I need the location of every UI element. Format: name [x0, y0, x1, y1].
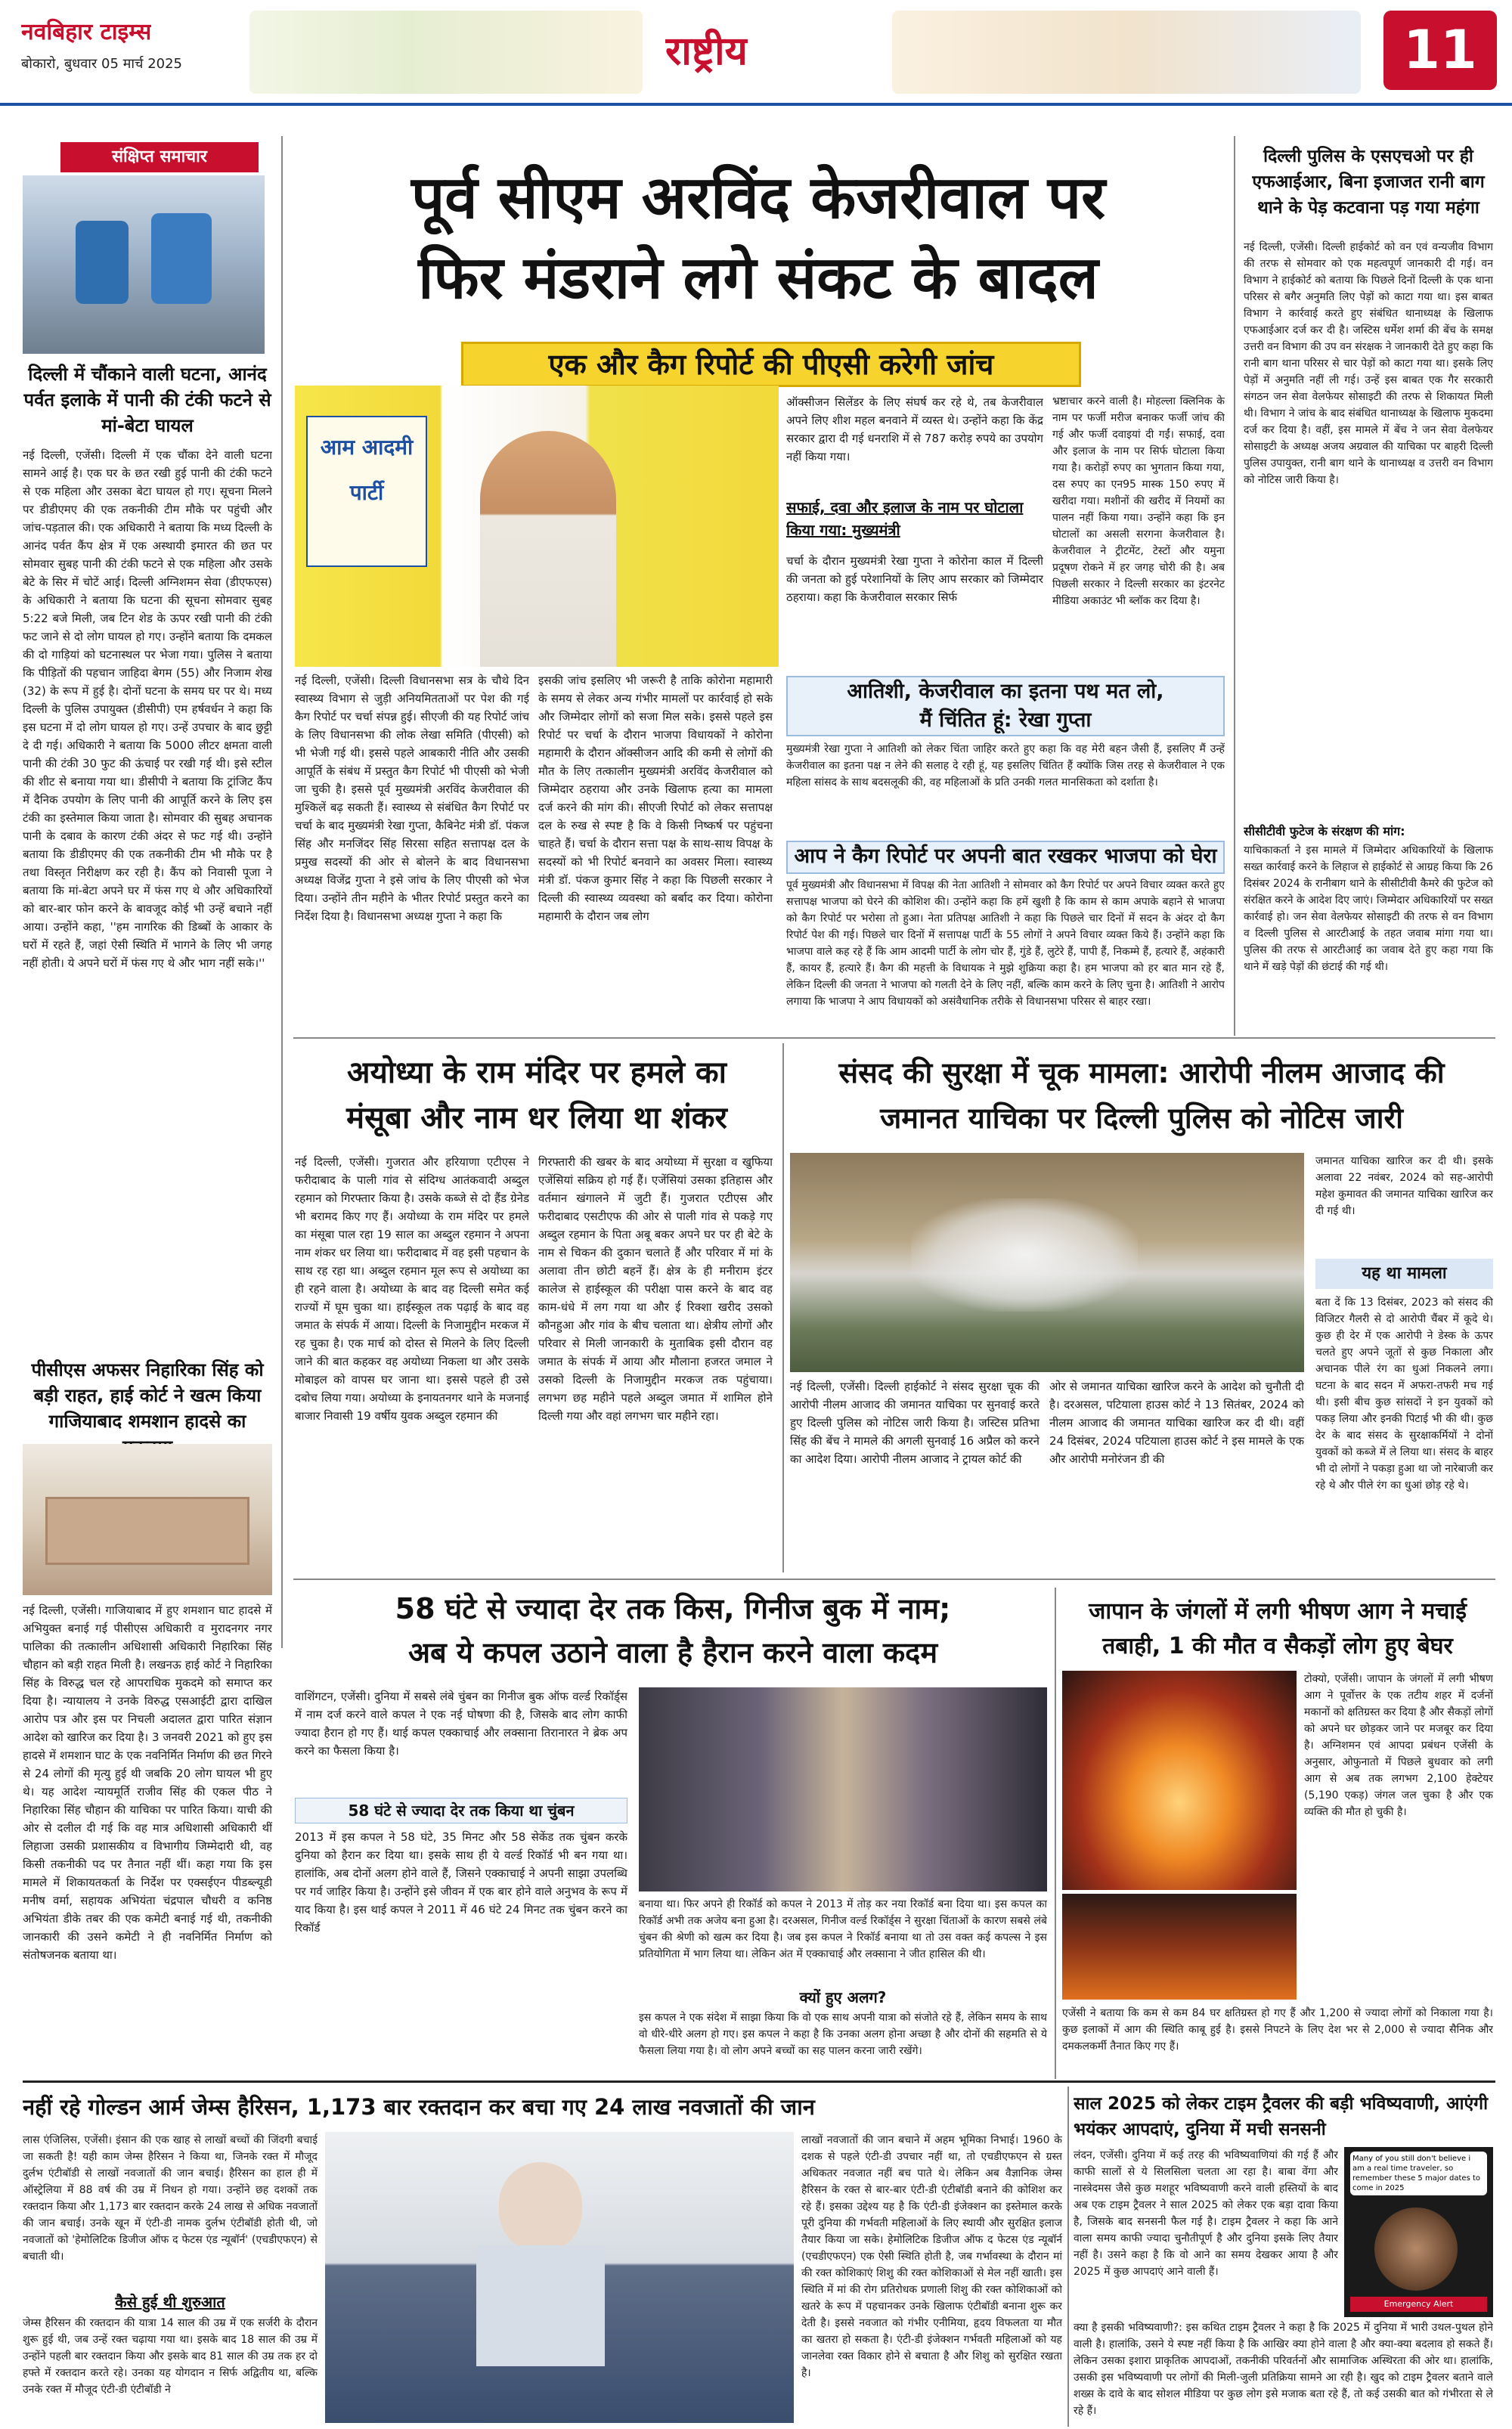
- person-figure: [499, 2162, 582, 2253]
- harrison-column-1b: जेम्स हैरिसन की रक्तदान की यात्रा 14 साल की उम्र में एक सर्जरी के दौरान शुरू हुई थी, जब उन्हें रक्त चढ़ाया गया था। इसके बाद 18 साल की उम्र में उन्होंने पहली बार रक्तदान किया और इसके बाद 81 साल की उम्र तक हर दो हफ्ते में रक्तदान करते रहे। उनका यह योगदान न सिर्फ अद्वितीय था, बल्कि उनके रक्त में मौजूद एंटी-डी एंटीबॉडी ने: [23, 2317, 318, 2396]
- shirt-shape: [476, 2245, 605, 2366]
- sansad-background-tag: यह था मामला: [1315, 1259, 1493, 1289]
- masthead-art-left: [249, 11, 643, 94]
- section-rule: [293, 1579, 1495, 1580]
- section-rule: [293, 1037, 1495, 1039]
- right-story-subhead: सीसीटीवी फुटेज के संरक्षण की मांग:: [1244, 824, 1405, 838]
- lead-column-1: नई दिल्ली, एजेंसी। दिल्ली विधानसभा सत्र के चौथे दिन स्वास्थ्य विभाग से जुड़ी अनियमितताओं पर पेश की गई कैग रिपोर्ट पर चर्चा संपन्न हुई। सीएजी की यह रिपोर्ट जांच के लिए विधानसभा की लोक लेखा समिति (पीएसी) को भी भेजी गई थी। इससे पहले आबकारी नीति और उसकी आपूर्ति के संबंध में प्रस्तुत कैग रिपोर्ट भी पीएसी को भेजी जा चुकी है। इससे पूर्व मुख्यमंत्री अरविंद केजरीवाल की मुश्किलें बढ़ सकती हैं। स्वास्थ्य से संबंधित कैग रिपोर्ट पर चर्चा के बाद मुख्यमंत्री रेखा गुप्ता, कैबिनेट मंत्री डॉ. पंकज सिंह और मनजिंदर सिंह सिरसा सहित सत्तापक्ष दल के प्रमुख सदस्यों की ओर से बोलने के बाद विधानसभा अध्यक्ष विजेंद्र गुप्ता ने इसे जांच के लिए पीएसी को भेज दिया। उन्होंने तीन महीने के भीतर रिपोर्ट प्रस्तुत करने का निर्देश दिया है। विधानसभा अध्यक्ष गुप्ता ने कहा कि: [295, 674, 529, 923]
- japan-column-1: टोक्यो, एजेंसी। जापान के जंगलों में लगी भीषण आग ने पूर्वोत्तर के एक तटीय शहर में दर्जनों मकानों को क्षतिग्रस्त कर दिया है और सैकड़ों लोगों को अपने घर छोड़कर जाने पर मजबूर कर दिया है। अग्निशमन एवं आपदा प्रबंधन एजेंसी के अनुसार, ओफुनातो में पिछले बुधवार को लगी आग से अब तक लगभग 2,100 हेक्टेयर (5,190 एकड़) जंगल जल चुका है और एक व्यक्ति की मौत हो चुकी है।: [1304, 1673, 1493, 1818]
- right-story-headline: दिल्ली पुलिस के एसएचओ पर ही एफआईआर, बिना इजाजत रानी बाग थाने के पेड़ कटवाना पड़ गया महंगा: [1252, 147, 1485, 218]
- left-story-2-headline: पीसीएस अफसर निहारिका सिंह को बड़ी राहत, हाई कोर्ट ने खत्म किया गाजियाबाद शमशान हादसे का: [31, 1359, 264, 1432]
- person-figure: [480, 431, 616, 667]
- sansad-column-3: जमानत याचिका खारिज कर दी थी। इसके अलावा 22 नवंबर, 2024 को सह-आरोपी महेश कुमावत की जमानत याचिका खारिज कर दी गई थी।: [1315, 1155, 1493, 1217]
- guinness-body: 2013 में इस कपल ने 58 घंटे, 35 मिनट और 58 सेकेंड तक चुंबन करके दुनिया को हैरान कर दिया था। इसके साथ ही ये वर्ल्ड रिकॉर्ड भी बन गया था। हालांकि, अब दोनों अलग होने वाले हैं, जिसने एक्काचाई ने अपनी साझा उपलब्धि पर गर्व जाहिर किया है। उन्होंने इसे जीवन में एक बार होने वाले अनुभव के रूप में याद किया है। इस थाई कपल ने 2011 में 46 घंटे 24 मिनट तक चुंबन करने का रिकॉर्ड: [295, 1830, 627, 1935]
- column-rule: [782, 1043, 784, 1572]
- section-rule: [23, 2080, 1495, 2083]
- timetraveller-column-1b: क्या है इसकी भविष्यवाणी?: इस कथित टाइम ट्रैवलर ने कहा है कि 2025 में दुनिया में भारी उथल-पुथल होने वाली है। हालांकि, उसने ये स्पष्ट नहीं किया है कि आखिर क्या होने वाला है और क्या-क्या बदलाव हो सकते हैं। लेकिन उसका इशारा प्राकृतिक आपदाओं, तकनीकी परिवर्तनों और सामाजिक अस्थिरता की ओर था। हालांकि, उसकी इस भविष्यवाणी पर लोगों की मिली-जुली प्रतिक्रिया सामने आ रही है। खुद को टाइम ट्रैवलर बताने वाले शख्स के दावे के बाद सोशल मीडिया पर कुछ लोग इसे मजाक बता रहे हैं, तो कई उसकी बात को गंभीरता से ले रहे हैं।: [1074, 2322, 1493, 2417]
- japan-headline-2: तबाही, 1 की मौत व सैकड़ों लोग हुए बेघर: [1102, 1633, 1453, 1659]
- lead-subheadline-ribbon: एक और कैग रिपोर्ट की पीएसी करेगी जांच: [461, 342, 1081, 387]
- ayodhya-headline-1: अयोध्या के राम मंदिर पर हमले का: [347, 1055, 727, 1090]
- guinness-subhead: 58 घंटे से ज्यादा देर तक किया था चुंबन: [295, 1798, 627, 1823]
- blood-donation-photo: [325, 2132, 794, 2423]
- smoke-cloud: [911, 1198, 1138, 1312]
- lead-column-3: ऑक्सीजन सिलेंडर के लिए संघर्ष कर रहे थे, तब केजरीवाल अपने लिए शीश महल बनवाने में व्यस्त थे। उन्होंने कहा कि केंद्र सरकार द्वारा दी गई धनराशि में से 787 करोड़ रुपये का उपयोग नहीं किया गया।: [786, 395, 1043, 463]
- water-tank-photo: [23, 175, 265, 354]
- section-title: राष्ट्रीय: [665, 29, 748, 74]
- guinness-intro: वाशिंगटन, एजेंसी। दुनिया में सबसे लंबे चुंबन का गिनीज बुक ऑफ वर्ल्ड रिकॉर्ड्स में नाम दर्ज करने वाले कपल ने एक नई घोषणा की है, जिसके बाद लोग काफी ज्यादा हैरान हो गए हैं। थाई कपल एक्काचाई और लक्साना तिरानारत ने ब्रेक अप करने का फैसला किया है।: [295, 1690, 627, 1758]
- masthead: [0, 0, 1512, 106]
- inset-caption: Many of you still don't believe i am a real time traveler, so remember these 5 major dates to come in 2025: [1350, 2152, 1487, 2195]
- brief-news-label: संक्षिप्त समाचार: [60, 142, 259, 172]
- ayodhya-headline-2: मंसूबा और नाम धर लिया था शंकर: [346, 1101, 727, 1135]
- sansad-background-body: बता दें कि 13 दिसंबर, 2023 को संसद की विजिटर गैलरी से दो आरोपी चैंबर में कूदे थे। कुछ ही देर में एक आरोपी ने डेस्क के ऊपर चलते हुए अपने जूतों से कुछ निकाला और अचानक पीले रंग का धुआं निकलने लगा। घटना के बाद सदन में अफरा-तफरी मच गई थी। इसी बीच कुछ सांसदों ने इन युवकों को पकड़ लिया और इनकी पिटाई भी की थी। कुछ देर के बाद संसद के सुरक्षाकर्मियों ने दोनों युवकों को कब्जे में ले लिया था। संसद के बाहर भी दो लोगों ने पकड़ा हुआ था जो नारेबाजी कर रहे थे और पीले रंग का धुआं छोड़ रहे थे।: [1315, 1297, 1493, 1492]
- court-building-photo: [23, 1444, 272, 1595]
- parliament-smoke-photo: [790, 1153, 1304, 1372]
- forest-fire-photo-2: [1062, 1894, 1297, 2000]
- column-rule: [1234, 136, 1235, 1036]
- left-story-1-headline: दिल्ली में चौंकाने वाली घटना, आनंद पर्वत इलाके में पानी की टंकी फटने से मां-बेटा घायल: [23, 364, 271, 436]
- atishi-box: [786, 676, 1225, 736]
- lead-column-4: भ्रष्टाचार करने वाली है। मोहल्ला क्लिनिक के नाम पर फर्जी मरीज बनाकर फर्जी जांच की गई और फर्जी दवाइयां दी गईं। सफाई, दवा और इलाज के नाम पर सिर्फ घोटाला किया गया है। करोड़ों रुपए का भुगतान किया गया, दस रुपए का एन95 मास्क 150 रुपए में खरीदा गया। मशीनों की खरीद में नियमों का पालन नहीं किया गया। उन्होंने कहा कि इन घोटालों का असली सरगना केजरीवाल है। केजरीवाल ने ट्रीटमेंट, टेस्टों और यमुना प्रदूषण रोकने में हर जगह चोरी की है। अब पिछली सरकार ने दिल्ली सरकार का इंटरनेट मीडिया अकाउंट भी ब्लॉक कर दिया है।: [1052, 395, 1225, 607]
- lead-column-3b: चर्चा के दौरान मुख्यमंत्री रेखा गुप्ता ने कोरोना काल में दिल्ली की जनता को हुई परेशानियों के लिए आप सरकार को जिम्मेदार ठहराया। कहा कि केजरीवाल सरकार सिर्फ: [786, 554, 1043, 604]
- aap-box-title: आप ने कैग रिपोर्ट पर अपनी बात रखकर भाजपा को घेरा: [786, 841, 1225, 874]
- sansad-column-1: नई दिल्ली, एजेंसी। दिल्ली हाईकोर्ट ने संसद सुरक्षा चूक की आरोपी नीलम आजाद की जमानत याचिका पर सुनवाई करते हुए दिल्ली पुलिस को नोटिस जारी किया है। जस्टिस प्रतिभा सिंह की बेंच ने मामले की अगली सुनवाई 16 अप्रैल को करने का आदेश दिया। आरोपी नीलम आजाद ने ट्रायल कोर्ट की: [790, 1380, 1040, 1466]
- time-traveller-video-inset: [1344, 2147, 1493, 2317]
- right-story-body-2: याचिकाकर्ता ने इस मामले में जिम्मेदार अधिकारियों के खिलाफ सख्त कार्रवाई करने के लिहाज से हाईकोर्ट से आग्रह किया कि 26 दिसंबर 2024 के रानीबाग थाने के सीसीटीवी कैमरे की फुटेज को संरक्षित करने के आदेश दिए जाएं। जिम्मेदार अधिकारियों पर सख्त कार्रवाई हो। जन सेवा वेलफेयर सोसाइटी की तरफ से वन विभाग व दिल्ली पुलिस से आरटीआई के तहत जवाब मांगा गया था। पुलिस की तरफ से आरटीआई का जवाब देते हुए कहा गया कि थाने में खड़े पेड़ों की छंटाई की गई थी।: [1244, 844, 1493, 973]
- inset-person: [1374, 2207, 1458, 2291]
- guinness-column-2b: इस कपल ने एक संदेश में साझा किया कि वो एक साथ अपनी यात्रा को संजोते रहे हैं, लेकिन समय के साथ वो धीरे-धीरे अलग हो गए। इस कपल ने कहा है कि उनका अलग होना अच्छा है और दोनों की सहमति से ये फैसला लिया गया है। वो लोग अपने बच्चों का सह पालन करना जारी रखेंगे।: [639, 2012, 1047, 2057]
- timetraveller-column-1: लंदन, एजेंसी। दुनिया में कई तरह की भविष्यवाणियां की गई हैं और काफी सालों से ये सिलसिला चलता आ रहा है। बाबा वेंगा और नास्त्रेदमस जैसे कुछ मशहूर भविष्यवाणी करने वाली हस्तियों के बाद अब एक टाइम ट्रैवलर ने साल 2025 को लेकर एक बड़ा दावा किया है, जिसके बाद सनसनी फैल गई है। टाइम ट्रैवलर ने कहा कि आने वाला समय काफी ज्यादा चुनौतीपूर्ण है और दुनिया इसके लिए तैयार नहीं है। उसने कहा है कि वो आने का समय देखकर आया है और 2025 में कुछ आपदाएं आने वाली हैं।: [1074, 2149, 1338, 2278]
- guinness-headline-1: 58 घंटे से ज्यादा देर तक किस, गिनीज बुक में नाम;: [395, 1592, 951, 1625]
- guinness-subhead-2: क्यों हुए अलग?: [799, 1988, 887, 2006]
- sansad-column-2: ओर से जमानत याचिका खारिज करने के आदेश को चुनौती दी है। दरअसल, पटियाला हाउस कोर्ट ने 13 सितंबर, 2024 को नीलम आजाद की जमानत याचिका खारिज कर दी थी। वहीं 24 दिसंबर, 2024 पटियाला हाउस कोर्ट ने इस मामले के एक और आरोपी मनोरंजन डी की: [1049, 1380, 1304, 1466]
- aap-banner: आम आदमी पार्टी: [306, 416, 427, 567]
- lead-headline-line-1: पूर्व सीएम अरविंद केजरीवाल पर: [411, 164, 1106, 232]
- forest-fire-photo: [1062, 1671, 1297, 1890]
- ayodhya-column-2: गिरफ्तारी की खबर के बाद अयोध्या में सुरक्षा व खुफिया एजेंसियां सक्रिय हो गई हैं। एजेंसियां उसका इतिहास और वर्तमान खंगालने में जुटी हैं। गुजरात एटीएस और फरीदाबाद एसटीएफ की ओर से पाली गांव से पकड़े गए अब्दुल रहमान के पिता अबू बकर अपने घर पर ही बेटे के नाम से चिकन की दुकान चलाते हैं और परिवार में मां के अलावा तीन छोटी बहनें हैं। क्षेत्र के ही मनीराम इंटर कालेज से हाईस्कूल की परीक्षा पास करने के बाद वह काम-धंधे में लग गया था और ई रिक्शा खरीद उसको कौनहुआ और गांव के बीच चलाता था। क्षेत्रीय लोगों और परिवार से मिली जानकारी के मुताबिक इसी दौरान वह जमात के संपर्क में आया और मौलाना हजरत जमाल ने उसको दिल्ली के निजामुद्दीन मरकज तक पहुंचाया। लगभग छह महीने पहले अब्दुल जमात में शामिल होने दिल्ली गया और वहां लगभग चार महीने रहा।: [538, 1155, 773, 1423]
- inset-alert-bar: Emergency Alert: [1350, 2297, 1487, 2312]
- atishi-box-body: मुख्यमंत्री रेखा गुप्ता ने आतिशी को लेकर चिंता जाहिर करते हुए कहा कि वह मेरी बहन जैसी हैं, इसलिए मैं उन्हें केजरीवाल का इतना पक्ष न लेने की सलाह दे रही हूं, यह इसलिए चिंतित हैं क्योंकि जिस तरह से केजरीवाल ने एक महिला सांसद के साथ बदसलूकी की, वह महिलाओं के प्रति उनकी गलत मानसिकता को दर्शाता है।: [786, 743, 1225, 788]
- harrison-column-1: लास एंजिलिस, एजेंसी। इंसान की एक खाह से लाखों बच्चों की जिंदगी बचाई जा सकती है! यही काम जेम्स हैरिसन ने किया था, जिनके रक्त में मौजूद दुर्लभ एंटीबॉडी से लाखों नवजातों की जान बचाई। हैरिसन का हाल ही में ऑस्ट्रेलिया में 88 वर्ष की उम्र में निधन हो गया। उन्होंने छह दशकों तक रक्तदान किया और 1,173 बार रक्तदान करके 24 लाख से अधिक नवजातों की जान बचाई। उनके खून में एंटी-डी नामक दुर्लभ एंटीबॉडी होती थी, जो नवजातों को 'हेमोलिटिक डिजीज ऑफ द फेटस एंड न्यूबॉर्न' (एचडीएफएन) से बचाती थी।: [23, 2134, 318, 2263]
- kissing-couple-photo: [639, 1687, 1047, 1891]
- page-number: 11: [1383, 11, 1497, 90]
- kejriwal-photo: [295, 386, 779, 667]
- masthead-art-right: [892, 11, 1361, 94]
- timetraveller-headline: साल 2025 को लेकर टाइम ट्रैवलर की बड़ी भविष्यवाणी, आएंगी भयंकर आपदाएं, दुनिया में मची सनसनी: [1074, 2094, 1489, 2139]
- aap-box-body: पूर्व मुख्यमंत्री और विधानसभा में विपक्ष की नेता आतिशी ने सोमवार को कैग रिपोर्ट पर अपने विचार व्यक्त करते हुए सत्तापक्ष भाजपा को घेरने की कोशिश की। उन्होंने कहा कि हमें खुशी है कि काम से काम अपाके बहाने से भाजपा को कैग रिपोर्ट पर भरोसा तो हुआ। नेता प्रतिपक्ष आतिशी ने कहा कि पिछले चार दिनों में सदन के अंदर दो कैग रिपोर्ट पेश की गई। पिछले चार दिनों में सत्तापक्ष पार्टी के 55 लोगों ने अपने विचार व्यक्त किये हैं। उन्होंने कहा कि भाजपा वाले कह रहे हैं कि आम आदमी पार्टी के लोग चोर हैं, गुंडे हैं, लुटेरे हैं, पापी हैं, निकम्मे हैं, हत्यारे हैं, अहंकारी हैं, कायर हैं, हत्यारे हैं। कैग की महत्ती के विधायक ने मुझे शुक्रिया कहा है। हम भाजपा को हर बात मान रहे हैं, लेकिन दिल्ली की जनता ने भाजपा को गलती देने के लिए नहीं, बल्कि काम करने के लिए चुना है। आतिशी ने आरोप लगाया कि भाजपा ने आप विधायकों को असंवैधानिक तरीके से विधानसभा परिसर से बाहर रखा।: [786, 879, 1225, 1008]
- lead-headline-line-2: फिर मंडराने लगे संकट के बादल: [418, 244, 1098, 312]
- ayodhya-column-1: नई दिल्ली, एजेंसी। गुजरात और हरियाणा एटीएस ने फरीदाबाद के पाली गांव से संदिग्ध आतंकवादी अब्दुल रहमान को गिरफ्तार किया है। उसके कब्जे से दो हैंड ग्रेनेड भी बरामद किए गए हैं। अयोध्या के राम मंदिर पर हमले का मंसूबा पाल रहा 19 साल का अब्दुल रहमान ने अपना नाम शंकर धर लिया था। फरीदाबाद में वह इसी पहचान के साथ रह रहा था। अब्दुल रहमान मूल रूप से अयोध्या का ही रहने वाला है। अयोध्या के बाद वह दिल्ली समेत कई राज्यों में घूम चुका था। हाईस्कूल तक पढ़ाई के बाद वह जमात के संपर्क में आया। दिल्ली के निजामुद्दीन मरकज में रह चुका है। एक मार्च को दोस्त से मिलने के लिए दिल्ली जाने की बात कहकर वह अयोध्या निकला था और उसके मोबाइल को वापस घर जाना था। इससे पहले ही उसे दबोच लिया गया। अयोध्या के इनायतनगर थाने के मजनाई बाजार निवासी 19 वर्षीय युवक अब्दुल रहमान की: [295, 1155, 529, 1423]
- column-rule: [1067, 2087, 1069, 2427]
- sansad-headline-2: जमानत याचिका पर दिल्ली पुलिस को नोटिस जारी: [880, 1101, 1403, 1135]
- harrison-column-2: लाखों नवजातों की जान बचाने में अहम भूमिका निभाई। 1960 के दशक से पहले एंटी-डी उपचार नहीं था, तो एचडीएफएन से ग्रस्त अधिकतर नवजात नहीं बच पाते थे। लेकिन अब वैज्ञानिक जेम्स हैरिसन के रक्त से बार-बार एंटी-डी एंटीबॉडी बनाने की कोशिश कर रहे हैं। इसका उद्देश्य यह है कि एंटी-डी इंजेक्शन का इस्तेमाल करके पूरी दुनिया की गर्भवती महिलाओं के लिए स्थायी और सुरक्षित इलाज तैयार किया जा सके। हेमोलिटिक डिजीज ऑफ द फेटस एंड न्यूबॉर्न (एचडीएफएन) एक ऐसी स्थिति होती है, जब गर्भावस्था के दौरान मां की रक्त कोशिकाएं शिशु की रक्त कोशिकाओं से मेल नहीं खाती। इस स्थिति में मां की रोग प्रतिरोधक प्रणाली शिशु की रक्त कोशिकाओं को खतरे के रूप में पहचानकर उनके खिलाफ एंटीबॉडी बनाना शुरू कर देती है। इससे नवजात को गंभीर एनीमिया, हृदय विफलता या मौत का खतरा हो सकता है। एंटी-डी इंजेक्शन गर्भवती महिलाओं को यह जानलेवा रक्त विकार होने से बचाता है और शिशु को सुरक्षित रखता है।: [801, 2134, 1062, 2379]
- column-rule: [281, 136, 283, 1648]
- harrison-subhead: कैसे हुई थी शुरुआत: [115, 2293, 225, 2311]
- dateline: बोकारो, बुधवार 05 मार्च 2025: [21, 56, 183, 72]
- lead-subhead-3: सफाई, दवा और इलाज के नाम पर घोटाला किया गया: मुख्यमंत्री: [786, 498, 1024, 539]
- guinness-column-2: बनाया था। फिर अपने ही रिकॉर्ड को कपल ने 2013 में तोड़ कर नया रिकॉर्ड बना दिया था। इस कपल का रिकॉर्ड अभी तक अजेय बना हुआ है। दरअसल, गिनीज वर्ल्ड रिकॉर्ड्स ने सुरक्षा चिंताओं के कारण सबसे लंबे चुंबन की श्रेणी को खत्म कर दिया है। जब इस कपल ने रिकॉर्ड बनाया था तो उस वक्त कई कपल्स ने इस प्रतियोगिता में भाग लिया था। लेकिन अंत में एक्काचाई और लक्साना ने जीत हासिल की थी।: [639, 1898, 1047, 1960]
- tank-shape-icon: [76, 221, 129, 304]
- atishi-box-title-1: आतिशी, केजरीवाल का इतना पथ मत लो,: [847, 680, 1164, 703]
- atishi-box-title-2: मैं चिंतित हूं: रेखा गुप्ता: [919, 708, 1092, 732]
- building-shape-icon: [45, 1497, 249, 1565]
- lead-column-2: इसकी जांच इसलिए भी जरूरी है ताकि कोरोना महामारी के समय से लेकर अन्य गंभीर मामलों पर कार्रवाई हो सके और जिम्मेदार लोगों को सजा मिल सके। इससे पहले इस रिपोर्ट पर चर्चा के दौरान भाजपा विधायकों ने कोरोना महामारी के दौरान ऑक्सीजन आदि की कमी से लोगों की मौत के लिए तत्कालीन मुख्यमंत्री अरविंद केजरीवाल को जिम्मेदार ठहराया और उनके खिलाफ हत्या का मामला दर्ज करने की मांग की। सीएजी रिपोर्ट को लेकर सत्तापक्ष दल के रुख से स्पष्ट है कि वे किसी निष्कर्ष पर पहुंचना चाहते हैं। चर्चा के दौरान सत्ता पक्ष के साथ-साथ विपक्ष के सदस्यों को भी रिपोर्ट बनवाने का अवसर मिला। स्वास्थ्य मंत्री डॉ. पंकज कुमार सिंह ने कहा कि पिछली सरकार ने दिल्ली की स्वास्थ्य व्यवस्था को बर्बाद कर दिया। कोरोना महामारी के दौरान जब लोग: [538, 674, 773, 923]
- brand-name: नवबिहार टाइम्स: [21, 19, 152, 45]
- left-story-2-body: नई दिल्ली, एजेंसी। गाजियाबाद में हुए शमशान घाट हादसे में अभियुक्त बनाई गई पीसीएस अधिकारी व मुरादनगर नगर पालिका की तत्कालीन अधिशासी अधिकारी निहारिका सिंह चौहान को बड़ी राहत मिली है। लखनऊ हाई कोर्ट ने निहारिका सिंह के विरुद्ध चल रहे आपराधिक मुकदमे को समाप्त कर दिया है। न्यायालय ने उनके विरुद्ध एसआईटी द्वारा दाखिल आरोप पत्र और इस पर निचली अदालत द्वारा पारित संज्ञान आदेश को खारिज कर दिया है। 3 जनवरी 2021 को हुए इस हादसे में शमशान घाट के एक नवनिर्मित निर्माण की छत गिरने से 24 लोगों की मृत्यु हुई थी जबकि 20 लोग घायल भी हुए थे। यह आदेश न्यायमूर्ति राजीव सिंह की एकल पीठ ने निहारिका सिंह चौहान की याचिका पर पारित किया। याची की ओर से दलील दी गई कि वह मात्र अधिशासी अधिकारी थीं लिहाजा उसकी प्रशासकीय व विभागीय जिम्मेदारी थी, वह किसी तकनीकी पद पर तैनात नहीं थीं। कहा गया कि इस मामले में शिकायतकर्ता के निर्देश पर एक्सईएन पीडब्ल्यूडी मनीष वर्मा, सहायक अभियंता चंद्रपाल चौधरी व कनिष्ठ अभियंता डीके तबर की एक कमेटी बनाई गई थी, तकनीकी जानकारी की उसने कमेटी ने ही नवनिर्मित निर्माण को संतोषजनक बताया था।: [23, 1603, 272, 1962]
- japan-headline-1: जापान के जंगलों में लगी भीषण आग ने मचाई: [1089, 1598, 1467, 1625]
- japan-column-2: एजेंसी ने बताया कि कम से कम 84 घर क्षतिग्रस्त हो गए हैं और 1,200 से ज्यादा लोगों को निकाला गया है। कुछ इलाकों में आग की स्थिति काबू हुई है। इससे निपटने के लिए देश भर से 2,000 से ज्यादा सैनिक और दमकलकर्मी तैनात किए गए हैं।: [1062, 2007, 1493, 2053]
- sansad-headline-1: संसद की सुरक्षा में चूक मामला: आरोपी नीलम आजाद की: [838, 1056, 1445, 1089]
- column-rule: [1055, 1588, 1056, 2079]
- guinness-headline-2: अब ये कपल उठाने वाला है हैरान करने वाला कदम: [407, 1636, 938, 1669]
- left-story-1-body: नई दिल्ली, एजेंसी। दिल्ली में एक चौंका देने वाली घटना सामने आई है। एक घर के छत रखी हुई पानी की टंकी फटने से एक महिला और उसका बेटा घायल हो गए। सूचना मिलने पर डीडीएमए की एक तकनीकी टीम मौके पर पहुंची और जांच-पड़ताल की। एक अधिकारी ने बताया कि मध्य दिल्ली के आनंद पर्वत कैंप क्षेत्र में एक अस्थायी इमारत की छत पर सोमवार सुबह पानी की टंकी फटने से एक महिला और उसके बेटे के सिर में चोटें आई। दिल्ली अग्निशमन सेवा (डीएफएस) के अधिकारी ने बताया कि घटना की सूचना सोमवार सुबह 5:22 बजे मिली, जब टिन शेड के ऊपर रखी पानी की टंकी फट जाने से दो लोग घायल हो गए। उन्होंने बताया कि दमकल की दो गाड़ियां को घटनास्थल पर भेजा गया। पुलिस ने बताया कि पीड़ितों की पहचान जाहिदा बेगम (55) और निजाम शेख (32) के रूप में हुई है। दोनों घटना के समय घर पर थे। मध्य दिल्ली के पुलिस उपायुक्त (डीसीपी) एम हर्षवर्धन ने कहा कि इस घटना में दो लोग घायल हो गए। उन्हें उपचार के बाद छुट्टी दे दी गई। अधिकारी ने बताया कि 5000 लीटर क्षमता वाली पानी की टंकी 30 फुट की ऊंचाई पर रखी गई थी। इसे स्टील की शीट से बनाया गया था। डीसीपी ने बताया कि ट्रांजिट कैंप में दैनिक उपयोग के लिए पानी की आपूर्ति करने के लिए इस टंकी का इस्तेमाल किया जाता है। सोमवार की सुबह अचानक पानी के दबाव के कारण टंकी अंदर से फट गई थी। उन्होंने बताया कि डीडीएमए की एक तकनीकी टीम भी मौके पर है तथा विस्तृत निरीक्षण कर रही है। कैंप को निवासी पूजा ने बताया कि मां-बेटा अपने घर में फंस गए थे और अधिकारियों को बार-बार फोन करने के बावजूद कोई भी उन्हें बचाने नहीं आया। उन्होंने कहा, ''हम नागरिक की डिब्बों के आकार के घरों में रहते हैं, जहां ऐसी स्थिति में भागने के लिए भी जगह नहीं होती। ये अपने घरों में फंस गए थे और भाग नहीं सके।'': [23, 448, 272, 970]
- right-story-body: नई दिल्ली, एजेंसी। दिल्ली हाईकोर्ट को वन एवं वन्यजीव विभाग की तरफ से सोमवार को एक महत्वपूर्ण जानकारी दी गई। वन विभाग ने हाईकोर्ट को बताया कि पिछले दिनों दिल्ली के एक थाना परिसर से बगैर अनुमति लिए पेड़ों को काटा गया था। इस बाबत विभाग ने कार्रवाई करते हुए संबंधित थानाध्यक्ष के खिलाफ एफआईआर दर्ज कर दी है। जस्टिस धर्मेश शर्मा की बेंच के समक्ष उत्तरी वन विभाग की उप वन संरक्षक ने जानकारी देते हुए कहा कि रानी बाग थाना परिसर से चार पेड़ों को काटा गया था। इसके लिए पेड़ों में अनुमति नहीं ली गई। उन्हें इस बाबत एक गैर सरकारी संगठन जन सेवा वेलफेयर सोसाइटी की तरफ से शिकायत मिली थी। विभाग ने जांच के बाद संबंधित थानाध्यक्ष के खिलाफ मुकदमा दर्ज कर दिया है। वहीं, इस मामले में बेंच ने जन सेवा वेलफेयर सोसाइटी के अध्यक्ष अजय अग्रवाल की याचिका पर बाहरी दिल्ली पुलिस उपायुक्त, रानी बाग थाने के थानाध्यक्ष व उत्तरी वन विभाग को नोटिस जारी किया है।: [1244, 241, 1493, 486]
- harrison-headline: नहीं रहे गोल्डन आर्म जेम्स हैरिसन, 1,173 बार रक्तदान कर बचा गए 24 लाख नवजातों की जान: [23, 2094, 815, 2120]
- tank-shape-icon: [151, 213, 212, 304]
